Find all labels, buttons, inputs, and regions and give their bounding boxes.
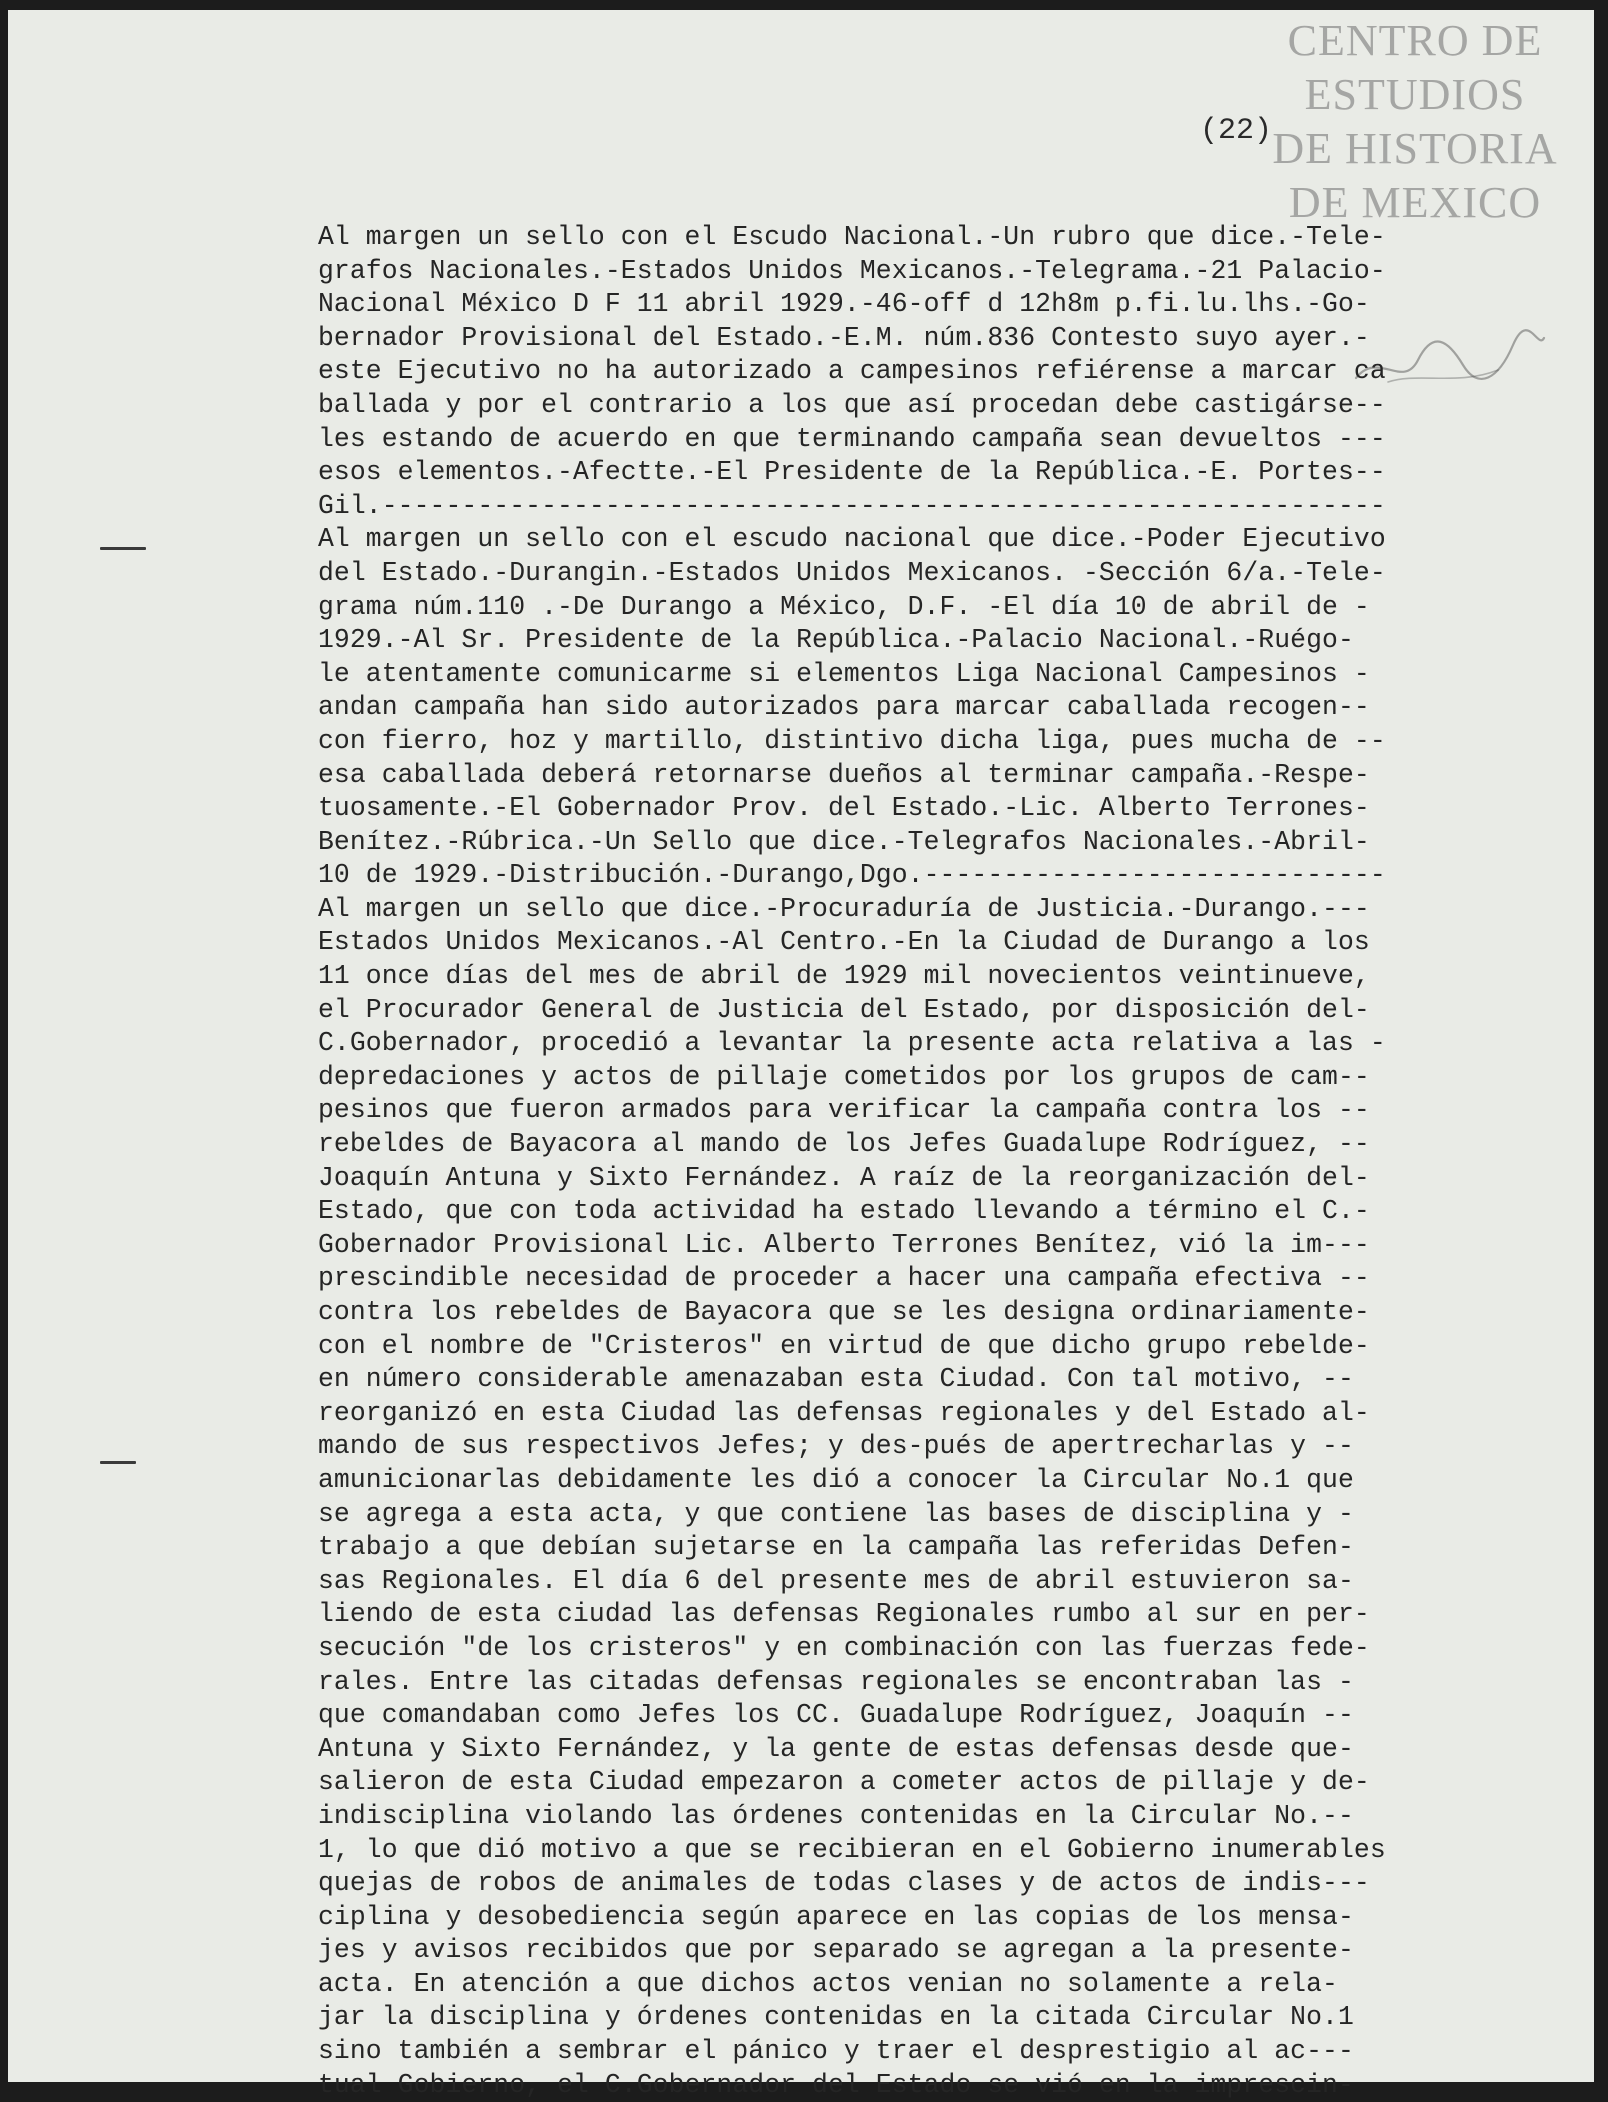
text-line: 1, lo que dió motivo a que se recibieran en el Gobierno inumerables bbox=[318, 1834, 1386, 1865]
text-line: Gobernador Provisional Lic. Alberto Terrones Benítez, vió la im--- bbox=[318, 1229, 1370, 1260]
text-line: tual Gobierno, el C.Gobernador del Estado se vió en la imprescin- bbox=[318, 2069, 1354, 2100]
margin-mark bbox=[100, 1461, 136, 1464]
text-line: sino también a sembrar el pánico y traer el desprestigio al ac--- bbox=[318, 2036, 1354, 2067]
text-line: Estado, que con toda actividad ha estado llevando a término el C.- bbox=[318, 1196, 1370, 1227]
text-line: sas Regionales. El día 6 del presente mes de abril estuvieron sa- bbox=[318, 1565, 1354, 1596]
margin-mark bbox=[100, 547, 146, 550]
text-line: jar la disciplina y órdenes contenidas en la citada Circular No.1 bbox=[318, 2002, 1354, 2033]
text-line: Joaquín Antuna y Sixto Fernández. A raíz de la reorganización del- bbox=[318, 1162, 1370, 1193]
text-line: andan campaña han sido autorizados para marcar caballada recogen-- bbox=[318, 692, 1370, 723]
text-line: reorganizó en esta Ciudad las defensas regionales y del Estado al- bbox=[318, 1397, 1370, 1428]
text-line: liendo de esta ciudad las defensas Regionales rumbo al sur en per- bbox=[318, 1599, 1370, 1630]
text-line: esos elementos.-Afectte.-El Presidente de la República.-E. Portes-- bbox=[318, 457, 1386, 488]
text-line: jes y avisos recibidos que por separado se agregan a la presente- bbox=[318, 1935, 1354, 1966]
text-line: esa caballada deberá retornarse dueños al terminar campaña.-Respe- bbox=[318, 759, 1370, 790]
text-line: Nacional México D F 11 abril 1929.-46-off d 12h8m p.fi.lu.lhs.-Go- bbox=[318, 289, 1370, 320]
text-line: tuosamente.-El Gobernador Prov. del Estado.-Lic. Alberto Terrones- bbox=[318, 793, 1370, 824]
text-line: Benítez.-Rúbrica.-Un Sello que dice.-Telegrafos Nacionales.-Abril- bbox=[318, 826, 1370, 857]
text-line: Al margen un sello con el escudo nacional que dice.-Poder Ejecutivo bbox=[318, 524, 1386, 555]
watermark-line: CENTRO DE bbox=[1287, 16, 1543, 65]
text-line: bernador Provisional del Estado.-E.M. núm.836 Contesto suyo ayer.- bbox=[318, 322, 1370, 353]
text-line: Al margen un sello que dice.-Procuraduría de Justicia.-Durango.--- bbox=[318, 893, 1370, 924]
text-line: trabajo a que debían sujetarse en la campaña las referidas Defen- bbox=[318, 1532, 1354, 1563]
text-line: rales. Entre las citadas defensas regionales se encontraban las - bbox=[318, 1666, 1354, 1697]
text-line: prescindible necesidad de proceder a hacer una campaña efectiva -- bbox=[318, 1263, 1370, 1294]
text-line: 10 de 1929.-Distribución.-Durango,Dgo.----------------------------- bbox=[318, 860, 1386, 891]
text-line: rebeldes de Bayacora al mando de los Jefes Guadalupe Rodríguez, -- bbox=[318, 1129, 1370, 1160]
text-line: se agrega a esta acta, y que contiene las bases de disciplina y - bbox=[318, 1498, 1354, 1529]
text-line: grafos Nacionales.-Estados Unidos Mexicanos.-Telegrama.-21 Palacio- bbox=[318, 255, 1386, 286]
text-line: grama núm.110 .-De Durango a México, D.F. -El día 10 de abril de - bbox=[318, 591, 1370, 622]
text-line: les estando de acuerdo en que terminando campaña sean devueltos --- bbox=[318, 423, 1386, 454]
text-line: Gil.--------------------------------------------------------------- bbox=[318, 490, 1386, 521]
text-line: secución "de los cristeros" y en combinación con las fuerzas fede- bbox=[318, 1632, 1370, 1663]
text-line: 1929.-Al Sr. Presidente de la República.-Palacio Nacional.-Ruégo- bbox=[318, 625, 1354, 656]
typewritten-body bbox=[318, 221, 1608, 2102]
watermark-line: DE HISTORIA bbox=[1272, 124, 1558, 173]
text-line: Antuna y Sixto Fernández, y la gente de estas defensas desde que- bbox=[318, 1733, 1354, 1764]
text-line: 11 once días del mes de abril de 1929 mil novecientos veintinueve, bbox=[318, 961, 1370, 992]
text-line: ciplina y desobediencia según aparece en las copias de los mensa- bbox=[318, 1901, 1354, 1932]
text-line: acta. En atención a que dichos actos venian no solamente a rela- bbox=[318, 1968, 1338, 1999]
document-page bbox=[8, 10, 1594, 2100]
text-line: Al margen un sello con el Escudo Nacional.-Un rubro que dice.-Tele- bbox=[318, 222, 1386, 252]
text-line: ballada y por el contrario a los que así procedan debe castigárse-- bbox=[318, 389, 1386, 420]
text-line: mando de sus respectivos Jefes; y des-pués de apertrecharlas y -- bbox=[318, 1431, 1354, 1462]
text-line: que comandaban como Jefes los CC. Guadalupe Rodríguez, Joaquín -- bbox=[318, 1700, 1354, 1731]
text-line: C.Gobernador, procedió a levantar la presente acta relativa a las - bbox=[318, 1028, 1386, 1059]
text-line: Estados Unidos Mexicanos.-Al Centro.-En la Ciudad de Durango a los bbox=[318, 927, 1370, 958]
text-line: indisciplina violando las órdenes contenidas en la Circular No.-- bbox=[318, 1800, 1354, 1831]
text-line: salieron de esta Ciudad empezaron a cometer actos de pillaje y de- bbox=[318, 1767, 1370, 1798]
text-line: del Estado.-Durangin.-Estados Unidos Mexicanos. -Sección 6/a.-Tele- bbox=[318, 557, 1386, 588]
text-line: con fierro, hoz y martillo, distintivo dicha liga, pues mucha de -- bbox=[318, 725, 1386, 756]
text-line: le atentamente comunicarme si elementos Liga Nacional Campesinos - bbox=[318, 658, 1370, 689]
text-line: amunicionarlas debidamente les dió a conocer la Circular No.1 que bbox=[318, 1464, 1354, 1495]
watermark-line: ESTUDIOS bbox=[1304, 70, 1526, 119]
page-number: (22) bbox=[1200, 114, 1273, 148]
text-line: en número considerable amenazaban esta Ciudad. Con tal motivo, -- bbox=[318, 1364, 1354, 1395]
text-line: depredaciones y actos de pillaje cometidos por los grupos de cam-- bbox=[318, 1061, 1370, 1092]
archive-watermark bbox=[1250, 14, 1580, 230]
text-line: pesinos que fueron armados para verificar la campaña contra los -- bbox=[318, 1095, 1370, 1126]
text-line: quejas de robos de animales de todas clases y de actos de indis--- bbox=[318, 1868, 1370, 1899]
text-line: el Procurador General de Justicia del Estado, por disposición del- bbox=[318, 994, 1370, 1025]
text-line: este Ejecutivo no ha autorizado a campesinos refiérense a marcar ca bbox=[318, 356, 1386, 387]
text-line: contra los rebeldes de Bayacora que se les designa ordinariamente- bbox=[318, 1297, 1370, 1327]
text-line: con el nombre de "Cristeros" en virtud de que dicho grupo rebelde- bbox=[318, 1330, 1370, 1361]
watermark-line: DE MEXICO bbox=[1288, 178, 1542, 227]
